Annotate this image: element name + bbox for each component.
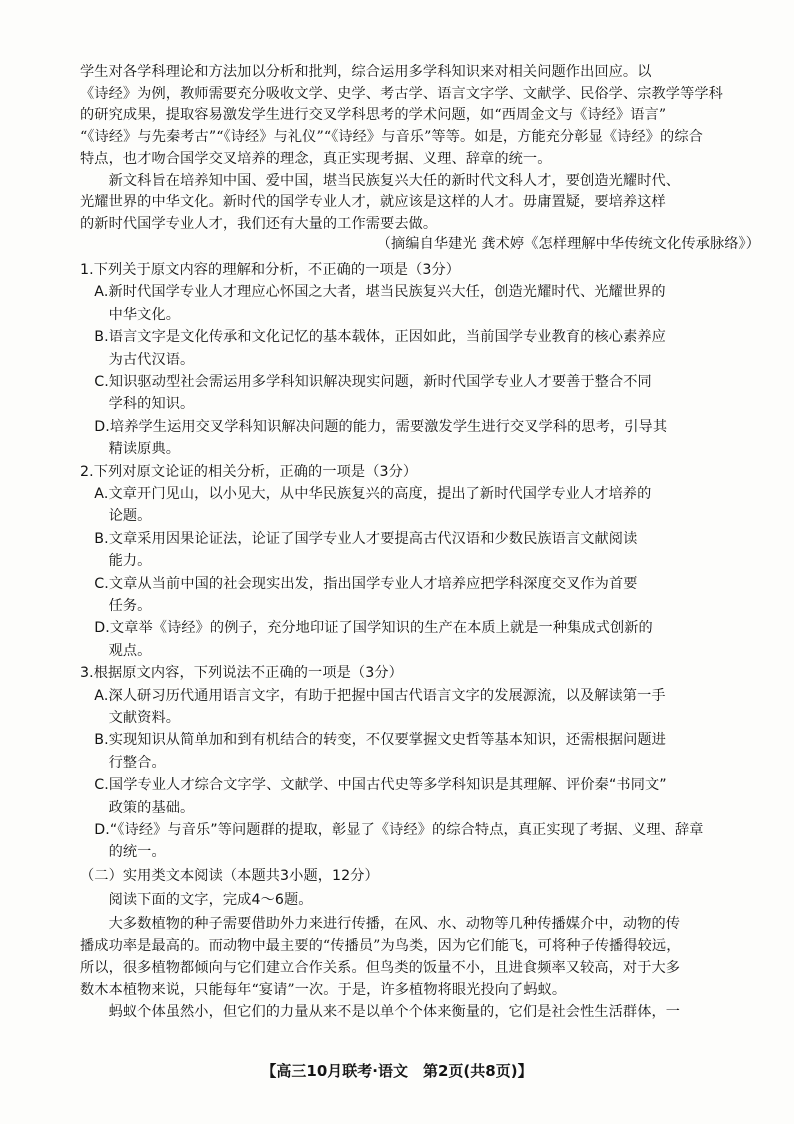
- top-line: 的研究成果，提取容易激发学生进行交叉学科思考的学术问题，如“西周金文与《诗经》语言”: [80, 107, 667, 124]
- section-title: （二）实用类文本阅读（本题共3小题，12分）: [80, 868, 379, 884]
- qs-line: D.文章举《诗经》的例子，充分地印证了国学知识的生产在本质上就是一种集成式创新的: [80, 620, 653, 637]
- qs-line: 中华文化。: [80, 306, 181, 323]
- qs-line: 2.下列对原文论证的相关分析，正确的一项是（3分）: [80, 463, 418, 480]
- qs-line: A.文章开门见山，以小见大，从中华民族复兴的高度，提出了新时代国学专业人才培养的: [80, 486, 652, 502]
- page-footer: 【高三10月联考·语文 第2页(共8页)】: [261, 1062, 533, 1080]
- qs-line: 论题。: [80, 508, 152, 525]
- qs-line: 行整合。: [80, 754, 166, 771]
- top-line: 新文科旨在培养知中国、爱中国，堪当民族复兴大任的新时代文科人才，要创造光耀时代、: [80, 172, 681, 189]
- qs-line: C.国学专业人才综合文字学、文献学、中国古代史等多学科知识是其理解、评价秦“书同文”: [80, 777, 667, 794]
- bottom-line: 大多数植物的种子需要借助外力来进行传播，在风、水、动物等几种传播媒介中，动物的传: [80, 916, 681, 932]
- qs-line: D.“《诗经》与音乐”等问题群的提取，彰显了《诗经》的综合特点，真正实现了考据、义理、辞章: [80, 822, 704, 838]
- qs-line: 观点。: [80, 642, 152, 659]
- reading-instruction: 阅读下面的文字，完成4～6题。: [80, 892, 313, 908]
- qs-line: 政策的基础。: [80, 799, 195, 816]
- qs-line: 文献资料。: [80, 710, 181, 726]
- qs-line: A.深人研习历代通用语言文字，有助于把握中国古代语言文字的发展源流，以及解读第一手: [80, 687, 666, 704]
- top-line: 《诗经》为例，教师需要充分吸收文学、史学、考古学、语言文字学、文献学、民俗学、宗教学等学科: [80, 85, 723, 102]
- qs-line: 精读原典。: [80, 441, 181, 458]
- qs-line: 能力。: [80, 553, 152, 570]
- qs-line: B.实现知识从简单加和到有机结合的转变，不仅要掌握文史哲等基本知识，还需根据问题进: [80, 732, 666, 749]
- qs-line: 任务。: [80, 598, 152, 614]
- bottom-line: 数木本植物来说，只能每年“宴请”一次。于是，许多植物将眼光投向了蚂蚁。: [80, 982, 567, 998]
- top-line: 特点，也才吻合国学交叉培养的理念，真正实现考据、义理、辞章的统一。: [80, 150, 552, 167]
- qs-line: A.新时代国学专业人才理应心怀国之大者，堪当民族复兴大任，创造光耀时代、光耀世界的: [80, 284, 666, 301]
- bottom-line: 所以，很多植物都倾向与它们建立合作关系。但鸟类的饭量不小，且进食频率又较高，对于大多: [80, 960, 681, 976]
- qs-line: 3.根据原文内容，下列说法不正确的一项是（3分）: [80, 665, 403, 682]
- qs-line: C.文章从当前中国的社会现实出发，指出国学专业人才培养应把学科深度交叉作为首要: [80, 575, 638, 592]
- qs-line: 的统一。: [80, 844, 166, 861]
- qs-line: B.文章采用因果论证法，论证了国学专业人才要提高古代汉语和少数民族语言文献阅读: [80, 530, 638, 547]
- bottom-line: 蚂蚁个体虽然小，但它们的力量从来不是以单个个体来衡量的，它们是社会性生活群体，一: [80, 1004, 681, 1020]
- top-line: 的新时代国学专业人才，我们还有大量的工作需要去做。: [80, 215, 438, 232]
- bottom-line: 播成功率是最高的。而动物中最主要的“传播员”为鸟类，因为它们能飞，可将种子传播得较远，: [80, 938, 681, 954]
- top-line: 学生对各学科理论和方法加以分析和批判，综合运用多学科知识来对相关问题作出回应。以: [80, 64, 652, 80]
- qs-line: 1.下列关于原文内容的理解和分析，不正确的一项是（3分）: [80, 262, 461, 278]
- top-line: 光耀世界的中华文化。新时代的国学专业人才，就应该是这样的人才。毋庸置疑，要培养这样: [80, 194, 666, 211]
- qs-line: D.培养学生运用交叉学科知识解决问题的能力，需要激发学生进行交叉学科的思考，引导其: [80, 418, 668, 435]
- qs-line: C.知识驱动型社会需运用多学科知识解决现实问题，新时代国学专业人才要善于整合不同: [80, 374, 652, 390]
- source-note: （摘编自华建光 龚术婷《怎样理解中华传统文化传承脉络》）: [376, 236, 760, 252]
- qs-line: B.语言文字是文化传承和文化记忆的基本载体，正因如此，当前国学专业教育的核心素养应: [80, 329, 666, 346]
- qs-line: 学科的知识。: [80, 396, 195, 413]
- qs-line: 为古代汉语。: [80, 351, 195, 368]
- top-line: “《诗经》与先秦考古”“《诗经》与礼仪”“《诗经》与音乐”等等。如是，方能充分彰显《诗经》的综合: [80, 129, 703, 146]
